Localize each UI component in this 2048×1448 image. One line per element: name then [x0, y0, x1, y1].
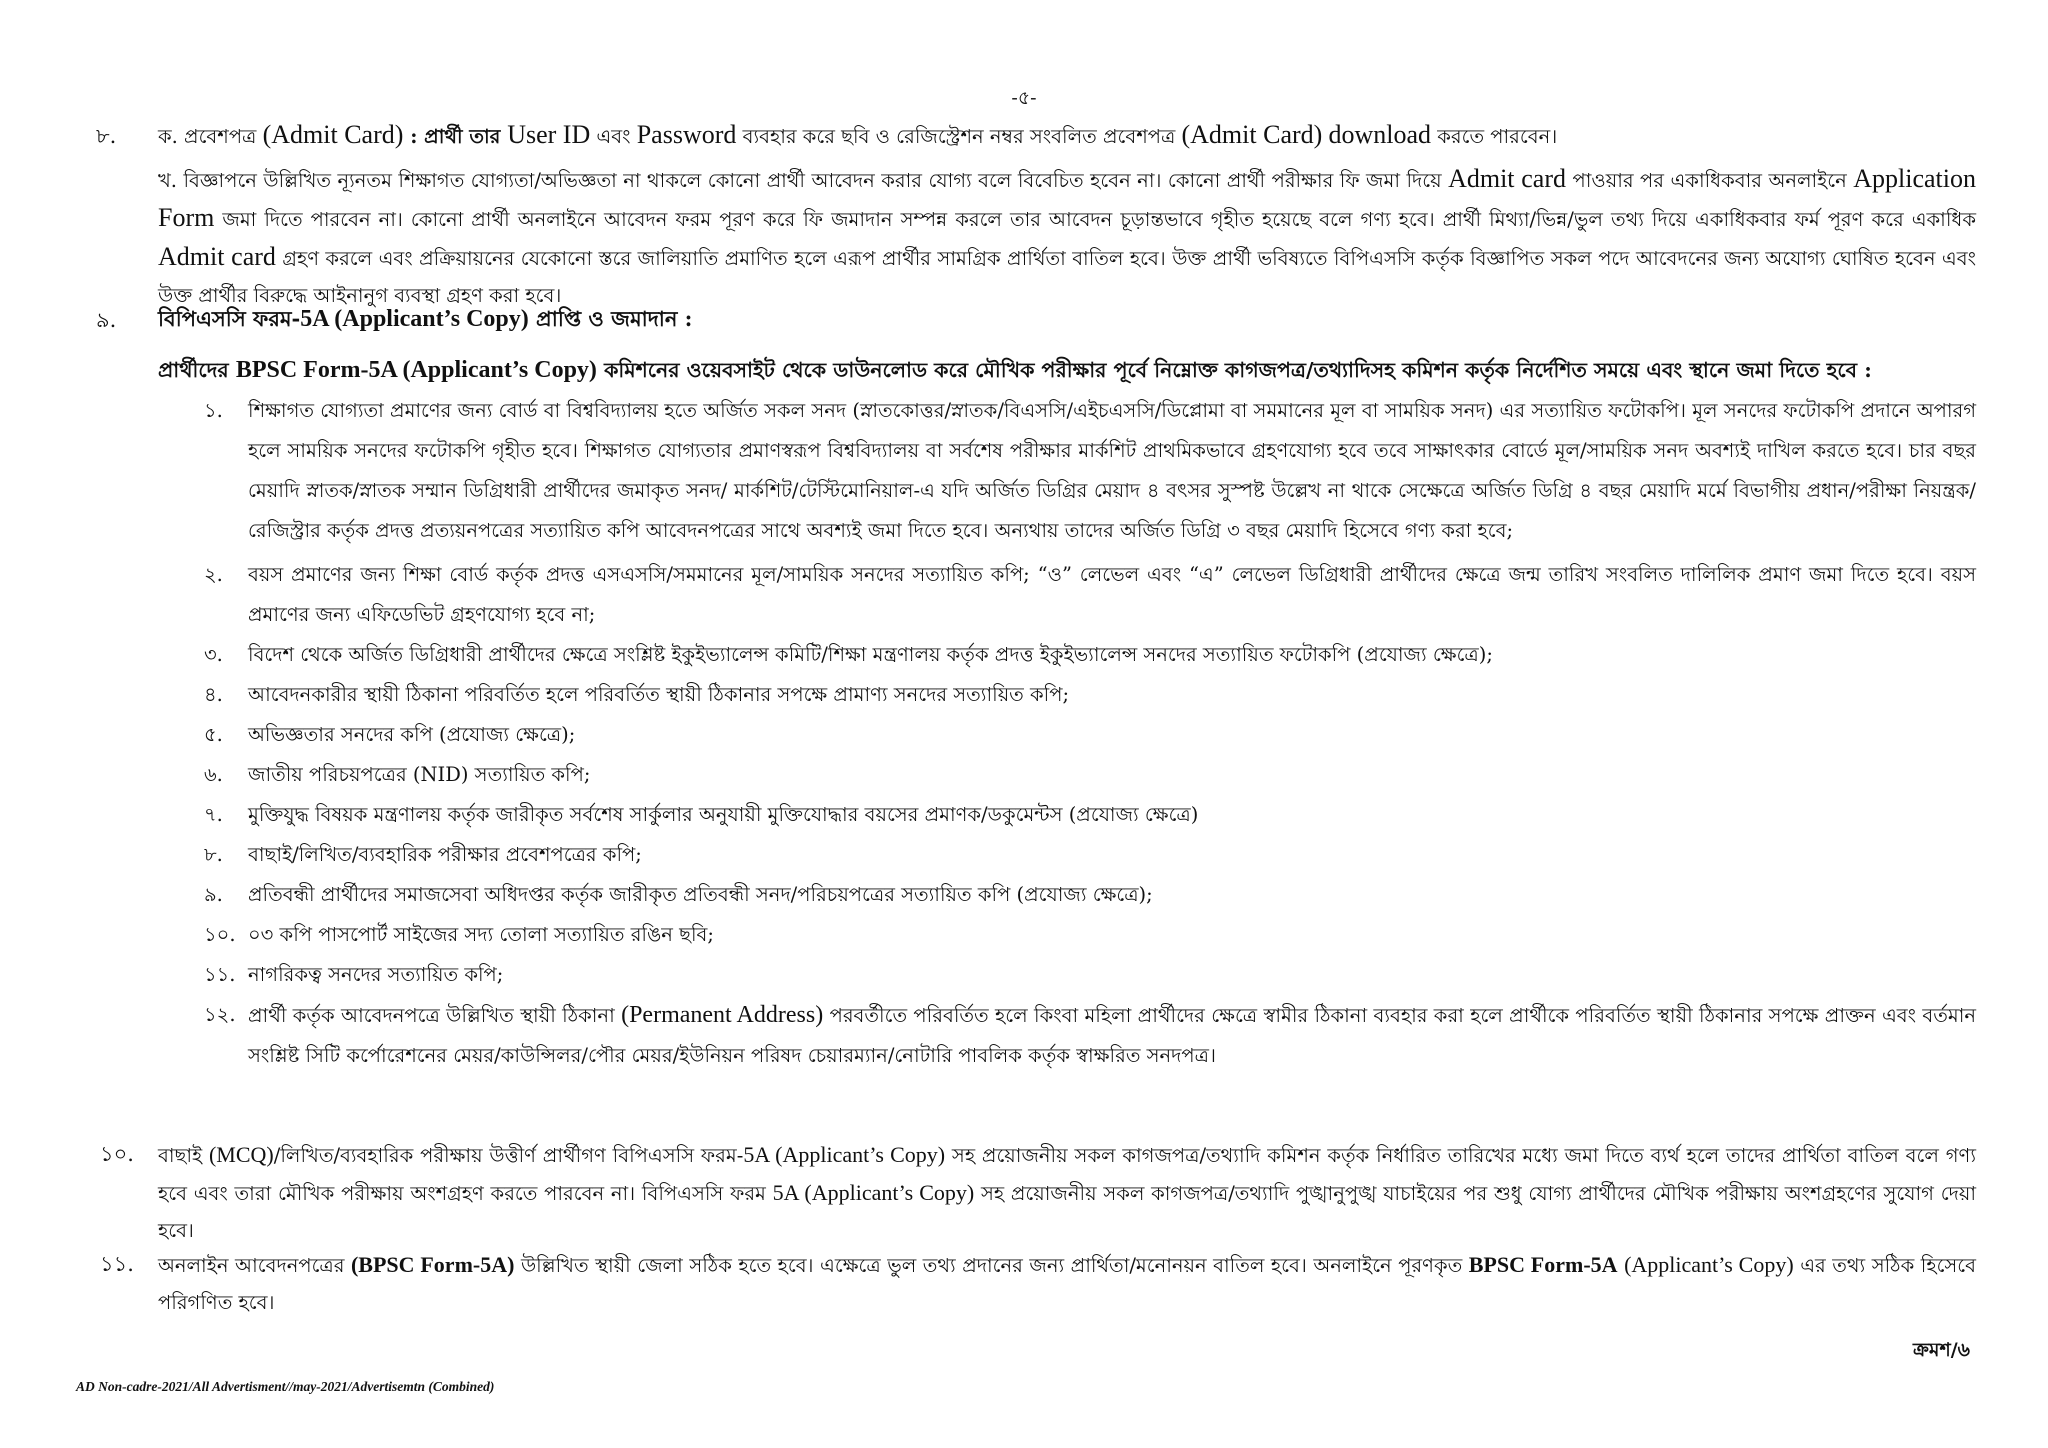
section-8-number: ৮.: [96, 124, 117, 148]
list-item: ১০. ০৩ কপি পাসপোর্ট সাইজের সদ্য তোলা সত্যায়িত রঙিন ছবি;: [204, 923, 714, 946]
section-9-body: [158, 300, 1976, 389]
list-item: ৩. বিদেশ থেকে অর্জিত ডিগ্রিধারী প্রার্থীদের ক্ষেত্রে সংশ্লিষ্ট ইকুইভ্যালেন্স কমিটি/শিক্ষা মন্ত্রণালয় কর্তৃক প্রদত্ত ইকুইভ্যালেন্স সনদের সত্যায়িত ফটোকপি (প্রযোজ্য ক্ষেত্রে);: [204, 643, 1493, 666]
section-10-body: বাছাই (MCQ)/লিখিত/ব্যবহারিক পরীক্ষায় উত্তীর্ণ প্রার্থীগণ বিপিএসসি ফরম-5A (Applicant’s Copy) সহ প্রয়োজনীয় সকল কাগজপত্র/তথ্যাদি কমিশন কর্তৃক নির্ধারিত তারিখের মধ্যে জমা দিতে ব্যর্থ হলে তাদের প্রার্থিতা বাতিল বলে গণ্য হবে এবং তারা মৌখিক পরীক্ষায় অংশগ্রহণ করতে পারবেন না। বিপিএসসি ফরম 5A (Applicant’s Copy) সহ প্রয়োজনীয় সকল কাগজপত্র/তথ্যাদি পুঙ্খানুপুঙ্খ যাচাইয়ের পর শুধু যোগ্য প্রার্থীদের মৌখিক পরীক্ষায় অংশগ্রহণের সুযোগ দেয়া হবে।: [158, 1142, 1976, 1242]
document-checklist: [96, 391, 1976, 1076]
section-8-ka: ক. প্রবেশপত্র (Admit Card) : প্রার্থী তার User ID এবং Password ব্যবহার করে ছবি ও রেজিস্ট্রেশন নম্বর সংবলিত প্রবেশপত্র (Admit Card) download করতে পারবেন।: [158, 120, 1558, 149]
section-9: [96, 300, 1976, 1076]
section-11-number: ১১.: [100, 1252, 134, 1276]
section-10-number: ১০.: [100, 1142, 134, 1166]
list-item: ১১. নাগরিকত্ব সনদের সত্যায়িত কপি;: [204, 963, 504, 986]
page-number: -৫-: [1011, 87, 1037, 109]
list-item: ৬. জাতীয় পরিচয়পত্রের (NID) সত্যায়িত কপি;: [204, 763, 591, 786]
continued-marker: ক্রমশ/৬: [1913, 1339, 1970, 1361]
section-8-kha: খ. বিজ্ঞাপনে উল্লিখিত ন্যূনতম শিক্ষাগত যোগ্যতা/অভিজ্ঞতা না থাকলে কোনো প্রার্থী আবেদন করার যোগ্য বলে বিবেচিত হবেন না। কোনো প্রার্থী পরীক্ষার ফি জমা দিয়ে Admit card পাওয়ার পর একাধিকবার অনলাইনে Application Form জমা দিতে পারবেন না। কোনো প্রার্থী অনলাইনে আবেদন ফরম পূরণ করে ফি জমাদান সম্পন্ন করলে তার আবেদন চূড়ান্তভাবে গৃহীত হয়েছে বলে গণ্য হবে। প্রার্থী মিথ্যা/ভিন্ন/ভুল তথ্য দিয়ে একাধিকবার ফর্ম পূরণ করে একাধিক Admit card গ্রহণ করলে এবং প্রক্রিয়ায়নের যেকোনো স্তরে জালিয়াতি প্রমাণিত হলে এরূপ প্রার্থীর সামগ্রিক প্রার্থিতা বাতিল হবে। উক্ত প্রার্থী ভবিষ্যতে বিপিএসসি কর্তৃক বিজ্ঞাপিত সকল পদে আবেদনের জন্য অযোগ্য ঘোষিত হবেন এবং উক্ত প্রার্থীর বিরুদ্ধে আইনানুগ ব্যবস্থা গ্রহণ করা হবে।: [158, 164, 1977, 307]
list-item: ১. শিক্ষাগত যোগ্যতা প্রমাণের জন্য বোর্ড বা বিশ্ববিদ্যালয় হতে অর্জিত সকল সনদ (স্নাতকোত্তর/স্নাতক/বিএসসি/এইচএসসি/ডিপ্লোমা বা সমমানের মূল বা সাময়িক সনদ) এর সত্যায়িত ফটোকপি। মূল সনদের ফটোকপি প্রদানে অপারগ হলে সাময়িক সনদের ফটোকপি গৃহীত হবে। শিক্ষাগত যোগ্যতার প্রমাণস্বরূপ বিশ্ববিদ্যালয় বা সর্বশেষ পরীক্ষার মার্কশিট প্রাথমিকভাবে গ্রহণযোগ্য হবে তবে সাক্ষাৎকার বোর্ডে মূল/সাময়িক সনদ অবশ্যই দাখিল করতে হবে। চার বছর মেয়াদি স্নাতক/স্নাতক সম্মান ডিগ্রিধারী প্রার্থীদের জমাকৃত সনদ/ মার্কশিট/টেস্টিমোনিয়াল-এ যদি অর্জিত ডিগ্রির মেয়াদ ৪ বৎসর সুস্পষ্ট উল্লেখ না থাকে সেক্ষেত্রে অর্জিত ডিগ্রি ৪ বছর মেয়াদি মর্মে বিভাগীয় প্রধান/পরীক্ষা নিয়ন্ত্রক/রেজিস্ট্রার কর্তৃক প্রদত্ত প্রত্যয়নপত্রের সত্যায়িত কপি আবেদনপত্রের সাথে অবশ্যই জমা দিতে হবে। অন্যথায় তাদের অর্জিত ডিগ্রি ৩ বছর মেয়াদি হিসেবে গণ্য করা হবে;: [204, 399, 1976, 542]
list-item: ৯. প্রতিবন্ধী প্রার্থীদের সমাজসেবা অধিদপ্তর কর্তৃক জারীকৃত প্রতিবন্ধী সনদ/পরিচয়পত্রের সত্যায়িত কপি (প্রযোজ্য ক্ষেত্রে);: [204, 883, 1153, 906]
section-9-heading: বিপিএসসি ফরম-5A (Applicant’s Copy) প্রাপ্তি ও জমাদান :: [158, 306, 693, 332]
list-item: ৭. মুক্তিযুদ্ধ বিষয়ক মন্ত্রণালয় কর্তৃক জারীকৃত সর্বশেষ সার্কুলার অনুযায়ী মুক্তিযোদ্ধার বয়সের প্রমাণক/ডকুমেন্টস (প্রযোজ্য ক্ষেত্রে): [204, 803, 1199, 826]
section-11-body: অনলাইন আবেদনপত্রের (BPSC Form-5A) উল্লিখিত স্থায়ী জেলা সঠিক হতে হবে। এক্ষেত্রে ভুল তথ্য প্রদানের জন্য প্রার্থিতা/মনোনয়ন বাতিল হবে। অনলাইনে পূরণকৃত BPSC Form-5A (Applicant’s Copy) এর তথ্য সঠিক হিসেবে পরিগণিত হবে।: [158, 1252, 1976, 1314]
list-item: ৪. আবেদনকারীর স্থায়ী ঠিকানা পরিবর্তিত হলে পরিবর্তিত স্থায়ী ঠিকানার সপক্ষে প্রামাণ্য সনদের সত্যায়িত কপি;: [204, 683, 1070, 706]
list-item: ১২. প্রার্থী কর্তৃক আবেদনপত্রে উল্লিখিত স্থায়ী ঠিকানা (Permanent Address) পরবর্তীতে পরিবর্তিত হলে কিংবা মহিলা প্রার্থীদের ক্ষেত্রে স্বামীর ঠিকানা ব্যবহার করা হলে প্রার্থীকে পরিবর্তিত স্থায়ী ঠিকানার সপক্ষে প্রাক্তন এবং বর্তমান সংশ্লিষ্ট সিটি কর্পোরেশনের মেয়র/কাউন্সিলর/পৌর মেয়র/ইউনিয়ন পরিষদ চেয়ারম্যান/নোটারি পাবলিক কর্তৃক স্বাক্ষরিত সনদপত্র।: [204, 1002, 1976, 1067]
section-8: [96, 114, 1976, 314]
list-item: ৫. অভিজ্ঞতার সনদের কপি (প্রযোজ্য ক্ষেত্রে);: [204, 723, 576, 746]
list-item: ৮. বাছাই/লিখিত/ব্যবহারিক পরীক্ষার প্রবেশপত্রের কপি;: [204, 843, 642, 866]
list-item: ২. বয়স প্রমাণের জন্য শিক্ষা বোর্ড কর্তৃক প্রদত্ত এসএসসি/সমমানের মূল/সাময়িক সনদের সত্যায়িত কপি; “ও” লেভেল এবং “এ” লেভেল ডিগ্রিধারী প্রার্থীদের ক্ষেত্রে জন্ম তারিখ সংবলিত দালিলিক প্রমাণ জমা দিতে হবে। বয়স প্রমাণের জন্য এফিডেভিট গ্রহণযোগ্য হবে না;: [204, 563, 1976, 626]
section-10: [96, 1136, 1976, 1249]
footer-file-path: AD Non-cadre-2021/All Advertisment//may-2021/Advertisemtn (Combined): [76, 1379, 495, 1394]
section-9-intro: প্রার্থীদের BPSC Form-5A (Applicant’s Copy) কমিশনের ওয়েবসাইট থেকে ডাউনলোড করে মৌখিক পরীক্ষার পূর্বে নিম্নোক্ত কাগজপত্র/তথ্যাদিসহ কমিশন কর্তৃক নির্দেশিত সময়ে এবং স্থানে জমা দিতে হবে :: [158, 357, 1872, 383]
section-9-number: ৯.: [96, 308, 117, 332]
section-11: [96, 1246, 1976, 1321]
